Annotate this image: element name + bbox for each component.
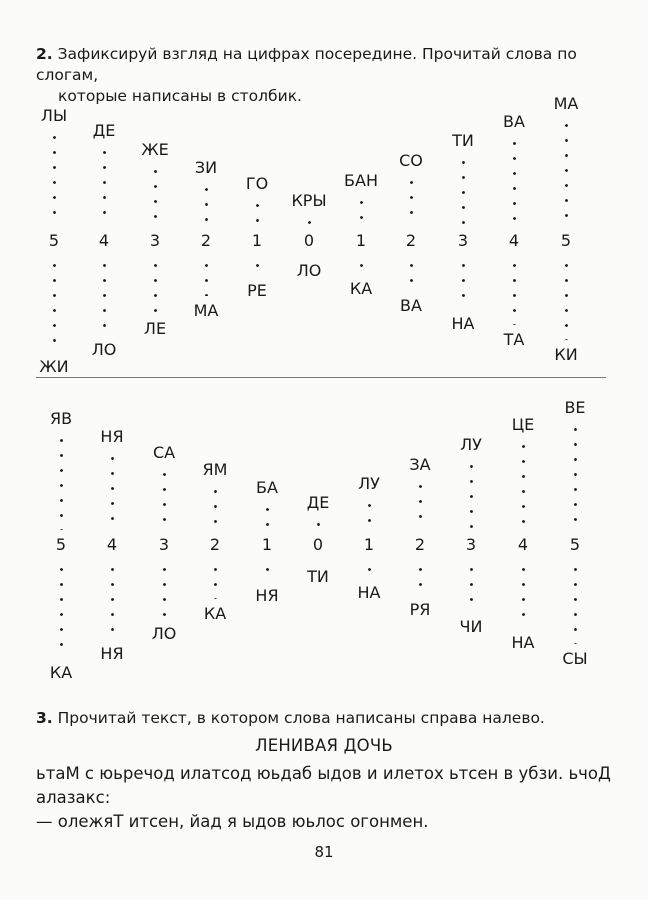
bottom-syllable: ТА xyxy=(503,330,525,349)
top-syllable: ЯМ xyxy=(202,460,228,479)
top-syllable: ВА xyxy=(503,112,525,131)
dotted-guide-line xyxy=(462,258,465,309)
bottom-syllable: ВА xyxy=(400,296,422,315)
top-syllable: ЗИ xyxy=(194,158,218,177)
top-syllable: ДЕ xyxy=(92,121,116,140)
task-2-text: Зафиксируй взгляд на цифрах посередине. Прочитай слова по слогам, xyxy=(36,45,577,84)
top-syllable: ЛУ xyxy=(460,435,482,454)
task-2-line-1 xyxy=(36,44,616,86)
bottom-syllable: ЛО xyxy=(91,340,117,359)
center-digit: 0 xyxy=(303,231,315,250)
bottom-syllable: РЯ xyxy=(409,600,431,619)
task-3-text: Прочитай текст, в котором слова написаны справа налево. xyxy=(57,709,545,727)
top-syllable: ЦЕ xyxy=(511,415,535,434)
dotted-guide-line xyxy=(266,562,269,581)
dotted-guide-line xyxy=(462,155,465,226)
dotted-guide-line xyxy=(360,195,363,226)
story-line-1: ьтаМ с юьречод илатсод юьдаб ыдов и илетох ьтсен в убзи. ьчоД xyxy=(36,764,611,783)
dotted-guide-line xyxy=(410,175,413,226)
dotted-guide-line xyxy=(103,145,106,226)
dotted-guide-line xyxy=(308,215,311,226)
center-digit: 1 xyxy=(251,231,263,250)
bottom-syllable: КИ xyxy=(554,345,578,364)
dotted-guide-line xyxy=(513,136,516,226)
bottom-syllable: НЯ xyxy=(100,644,124,663)
bottom-syllable: НА xyxy=(357,583,381,602)
task-2-number: 2. xyxy=(36,45,53,63)
dotted-guide-line xyxy=(574,562,577,644)
center-digit: 4 xyxy=(106,535,118,554)
bottom-syllable: СЫ xyxy=(562,649,588,668)
center-digit: 3 xyxy=(457,231,469,250)
task-3-number: 3. xyxy=(36,709,53,727)
bottom-syllable: НА xyxy=(511,633,535,652)
center-digit: 5 xyxy=(55,535,67,554)
dotted-guide-line xyxy=(470,562,473,612)
dotted-guide-line xyxy=(154,258,157,314)
top-syllable: СО xyxy=(399,151,423,170)
dotted-guide-line xyxy=(256,198,259,226)
top-syllable: ВЕ xyxy=(564,398,586,417)
center-digit: 2 xyxy=(200,231,212,250)
center-digit: 1 xyxy=(355,231,367,250)
bottom-syllable: КА xyxy=(49,663,73,682)
dotted-guide-line xyxy=(410,258,413,291)
top-syllable: ЛУ xyxy=(358,474,380,493)
bottom-syllable: РЕ xyxy=(247,281,267,300)
center-digit: 0 xyxy=(312,535,324,554)
dotted-guide-line xyxy=(419,562,422,595)
top-syllable: БАН xyxy=(344,171,378,190)
story-line-3: — олежяТ итсен, йад я ыдов юьлос огонмен. xyxy=(36,812,429,831)
dotted-guide-line xyxy=(111,562,114,639)
dotted-guide-line xyxy=(256,258,259,276)
bottom-syllable: ЛЕ xyxy=(143,319,167,338)
bottom-syllable: НЯ xyxy=(255,586,279,605)
dotted-guide-line xyxy=(205,182,208,226)
center-digit: 5 xyxy=(569,535,581,554)
center-digit: 3 xyxy=(158,535,170,554)
center-digit: 2 xyxy=(209,535,221,554)
center-digit: 5 xyxy=(48,231,60,250)
dotted-guide-line xyxy=(53,258,56,352)
dotted-guide-line xyxy=(360,258,363,274)
center-digit: 1 xyxy=(261,535,273,554)
dotted-guide-line xyxy=(317,517,320,530)
top-syllable: НЯ xyxy=(100,427,124,446)
dotted-guide-line xyxy=(565,258,568,340)
story-line-2: алазакс: xyxy=(36,788,111,807)
bottom-syllable: НА xyxy=(451,314,475,333)
top-syllable: СА xyxy=(152,443,176,462)
center-digit: 2 xyxy=(414,535,426,554)
bottom-syllable: ЖИ xyxy=(39,357,69,376)
dotted-guide-line xyxy=(53,130,56,226)
top-syllable: БА xyxy=(256,478,278,497)
dotted-guide-line xyxy=(103,258,106,335)
top-syllable: ЯВ xyxy=(49,409,73,428)
bottom-syllable: ЛО xyxy=(151,624,177,643)
story-title: ЛЕНИВАЯ ДОЧЬ xyxy=(255,736,393,755)
bottom-syllable: КА xyxy=(349,279,373,298)
dotted-guide-line xyxy=(154,164,157,226)
top-syllable: ЛЫ xyxy=(40,106,68,125)
dotted-guide-line xyxy=(565,118,568,226)
bottom-syllable: ЛО xyxy=(296,261,322,280)
task-3-instructions xyxy=(36,708,616,729)
task-2-line-2: которые написаны в столбик. xyxy=(58,87,302,105)
center-digit: 4 xyxy=(98,231,110,250)
dotted-guide-line xyxy=(60,562,63,658)
top-syllable: ТИ xyxy=(452,131,474,150)
dotted-guide-line xyxy=(574,422,577,530)
page-number: 81 xyxy=(314,843,334,861)
dotted-guide-line xyxy=(470,459,473,530)
dotted-guide-line xyxy=(368,562,371,578)
bottom-syllable: ЧИ xyxy=(459,617,483,636)
dotted-guide-line xyxy=(214,484,217,530)
dotted-guide-line xyxy=(419,479,422,530)
dotted-guide-line xyxy=(368,498,371,530)
dotted-guide-line xyxy=(163,562,166,619)
top-syllable: ДЕ xyxy=(306,493,330,512)
section-divider xyxy=(36,377,606,378)
bottom-syllable: ТИ xyxy=(307,567,329,586)
dotted-guide-line xyxy=(111,451,114,530)
top-syllable: ГО xyxy=(245,174,269,193)
dotted-guide-line xyxy=(266,502,269,530)
dotted-guide-line xyxy=(214,562,217,599)
center-digit: 2 xyxy=(405,231,417,250)
top-syllable: ЖЕ xyxy=(141,140,169,159)
dotted-guide-line xyxy=(163,467,166,530)
center-digit: 4 xyxy=(508,231,520,250)
dotted-guide-line xyxy=(522,439,525,530)
center-digit: 1 xyxy=(363,535,375,554)
center-digit: 3 xyxy=(465,535,477,554)
center-digit: 4 xyxy=(517,535,529,554)
bottom-syllable: МА xyxy=(193,301,219,320)
top-syllable: МА xyxy=(553,94,579,113)
story-text xyxy=(36,762,626,834)
top-syllable: ЗА xyxy=(409,455,431,474)
dotted-guide-line xyxy=(205,258,208,296)
center-digit: 5 xyxy=(560,231,572,250)
bottom-syllable: КА xyxy=(203,604,227,623)
top-syllable: КРЫ xyxy=(291,191,327,210)
dotted-guide-line xyxy=(522,562,525,628)
dotted-guide-line xyxy=(60,433,63,530)
center-digit: 3 xyxy=(149,231,161,250)
dotted-guide-line xyxy=(513,258,516,325)
